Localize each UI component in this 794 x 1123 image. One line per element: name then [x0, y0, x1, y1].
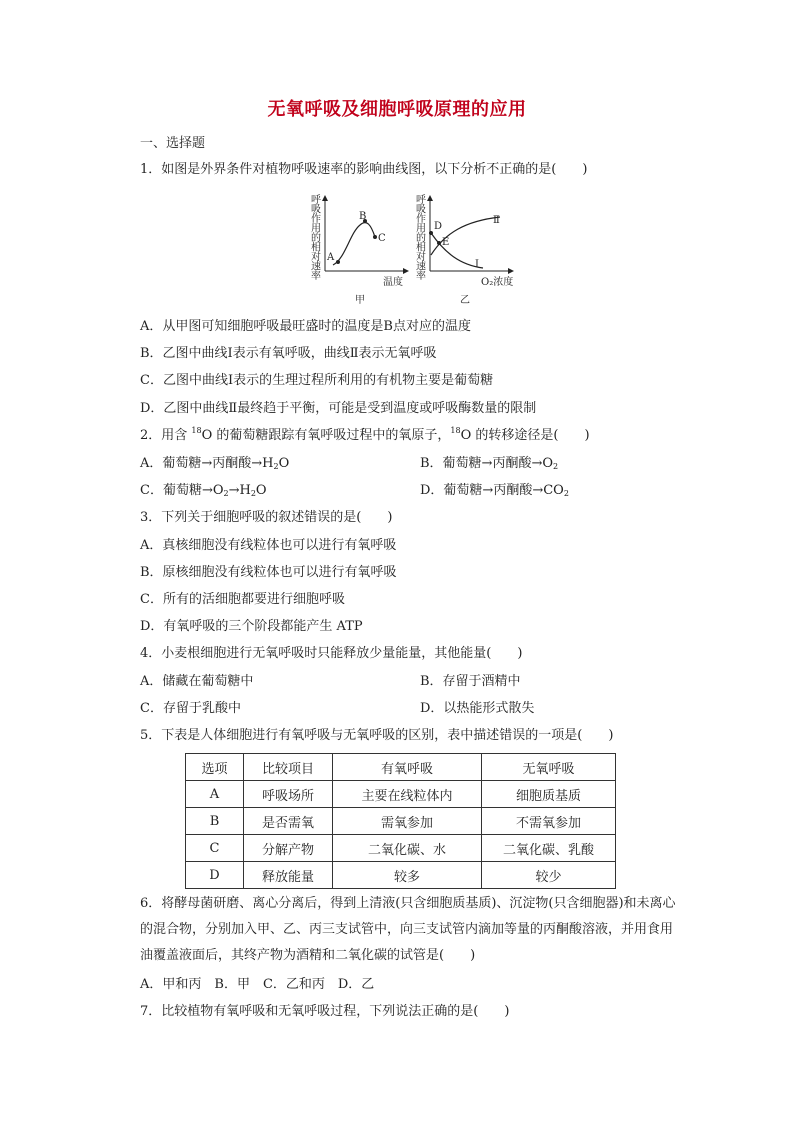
q4-stem: 4．小麦根细胞进行无氧呼吸时只能释放少量能量，其他能量( ) [140, 646, 523, 661]
table-header-cell: 无氧呼吸 [482, 754, 616, 781]
q3-option-b: B．原核细胞没有线粒体也可以进行有氧呼吸 [140, 565, 397, 580]
point-c-label: C [378, 233, 386, 244]
table-row [186, 781, 616, 808]
table-cell: C [186, 835, 244, 862]
q1-option-a: A．从甲图可知细胞呼吸最旺盛时的温度是B点对应的温度 [140, 319, 471, 334]
table-cell: 较多 [333, 862, 482, 889]
curve-ii-label: Ⅱ [493, 215, 500, 226]
jia-xlabel: 温度 [383, 277, 403, 288]
q4-option-d: D．以热能形式散失 [420, 701, 535, 716]
yi-ylabel-char: 相 [416, 242, 426, 254]
yi-ylabel-char: 呼 [416, 195, 426, 206]
yi-ylabel-char: 吸 [416, 204, 426, 216]
table-cell: 不需氧参加 [482, 808, 616, 835]
yi-ylabel-char: 对 [416, 252, 426, 263]
point-d-label: D [434, 221, 443, 232]
jia-caption: 甲 [355, 295, 365, 306]
graph-jia [311, 194, 409, 306]
table-cell: A [186, 781, 244, 808]
jia-ylabel-char: 率 [311, 271, 321, 282]
q1-option-d: D．乙图中曲线Ⅱ最终趋于平衡，可能是受到温度或呼吸酶数量的限制 [140, 401, 537, 416]
q2-option-b: B．葡萄糖→丙酮酸$\to O_2$ [420, 456, 559, 471]
q5-stem: 5．下表是人体细胞进行有氧呼吸与无氧呼吸的区别，表中描述错误的一项是( ) [140, 728, 614, 743]
table-row [186, 862, 616, 889]
jia-curve [333, 223, 375, 265]
curve-i-label: Ⅰ [475, 259, 479, 270]
table-cell: 二氧化碳、水 [333, 835, 482, 862]
table-cell: 二氧化碳、乳酸 [482, 835, 616, 862]
jia-ylabel-char: 速 [311, 261, 321, 273]
q6-options: A．甲和丙 B．甲 C．乙和丙 D．乙 [140, 977, 375, 992]
table-header-cell: 比较项目 [244, 754, 333, 781]
q4-option-b: B．存留于酒精中 [420, 674, 521, 689]
table-header-cell: 有氧呼吸 [333, 754, 482, 781]
q2-option-a: A．葡萄糖→丙酮酸$\to H_2O$ [140, 456, 290, 471]
q3-option-c: C．所有的活细胞都要进行细胞呼吸 [140, 592, 345, 607]
q2-option-d: D．葡萄糖→丙酮酸$\to CO_2$ [420, 483, 569, 498]
yi-ylabel-char: 率 [416, 271, 426, 282]
yi-ylabel-char: 速 [416, 261, 426, 273]
table-cell: D [186, 862, 244, 889]
q6-stem: 6．将酵母菌研磨、离心分离后，得到上清液(只含细胞质基质)、沉淀物(只含细胞器)和未离心的混合物，分别加入甲、乙、丙三支试管中，向三支试管内滴加等量的丙酮酸溶液，并用食用油覆盖液面后，其终产物为酒精和二氧化碳的试管是( ) [140, 896, 676, 963]
jia-ylabel-char: 呼 [311, 195, 321, 206]
jia-ylabel-char: 作 [311, 214, 321, 225]
q1-option-c: C．乙图中曲线Ⅰ表示的生理过程所利用的有机物主要是葡萄糖 [140, 373, 494, 388]
q2-stem: 2．用含 $^{18}$O 的葡萄糖跟踪有氧呼吸过程中的氧原子，$^{18}$O 的转移途径是( ) [140, 426, 590, 443]
q7-stem: 7．比较植物有氧呼吸和无氧呼吸过程，下列说法正确的是( ) [140, 1004, 510, 1019]
page-title: 无氧呼吸及细胞呼吸原理的应用 [267, 99, 527, 120]
table-cell: 细胞质基质 [482, 781, 616, 808]
section-heading: 一、选择题 [140, 136, 206, 151]
point-b-label: B [359, 211, 367, 222]
q2-option-c: C．葡萄糖$\to O_2\to H_2O$ [140, 483, 267, 498]
yi-ylabel-char: 用 [416, 223, 426, 235]
comparison-table [185, 753, 616, 889]
table-cell: B [186, 808, 244, 835]
q1-figure [305, 193, 525, 308]
table-cell: 主要在线粒体内 [333, 781, 482, 808]
table-cell: 呼吸场所 [244, 781, 333, 808]
table-cell: 是否需氧 [244, 808, 333, 835]
jia-ylabel-char: 吸 [311, 204, 321, 216]
table-cell: 需氧参加 [333, 808, 482, 835]
jia-ylabel-char: 用 [311, 223, 321, 235]
q4-option-a: A．储藏在葡萄糖中 [140, 674, 254, 689]
table-cell: 释放能量 [244, 862, 333, 889]
table-header-cell: 选项 [186, 754, 244, 781]
yi-xlabel: O₂浓度 [481, 277, 514, 288]
yi-ylabel-char: 的 [416, 233, 426, 244]
point-e-label: E [442, 237, 450, 248]
jia-ylabel-char: 的 [311, 233, 321, 244]
q4-option-c: C．存留于乳酸中 [140, 701, 241, 716]
graph-yi [416, 194, 514, 306]
point-a-label: A [327, 252, 335, 263]
q3-stem: 3．下列关于细胞呼吸的叙述错误的是( ) [140, 510, 393, 525]
table-cell: 较少 [482, 862, 616, 889]
table-row [186, 808, 616, 835]
table-header-row [186, 754, 616, 781]
yi-ylabel-char: 作 [416, 214, 426, 225]
jia-ylabel-char: 对 [311, 252, 321, 263]
q1-option-b: B．乙图中曲线Ⅰ表示有氧呼吸，曲线Ⅱ表示无氧呼吸 [140, 346, 437, 361]
q3-option-a: A．真核细胞没有线粒体也可以进行有氧呼吸 [140, 538, 397, 553]
q1-stem: 1．如图是外界条件对植物呼吸速率的影响曲线图，以下分析不正确的是( ) [140, 162, 588, 177]
jia-ylabel-char: 相 [311, 242, 321, 254]
yi-caption: 乙 [460, 295, 470, 306]
table-row [186, 835, 616, 862]
table-cell: 分解产物 [244, 835, 333, 862]
q3-option-d: D．有氧呼吸的三个阶段都能产生 ATP [140, 619, 363, 634]
